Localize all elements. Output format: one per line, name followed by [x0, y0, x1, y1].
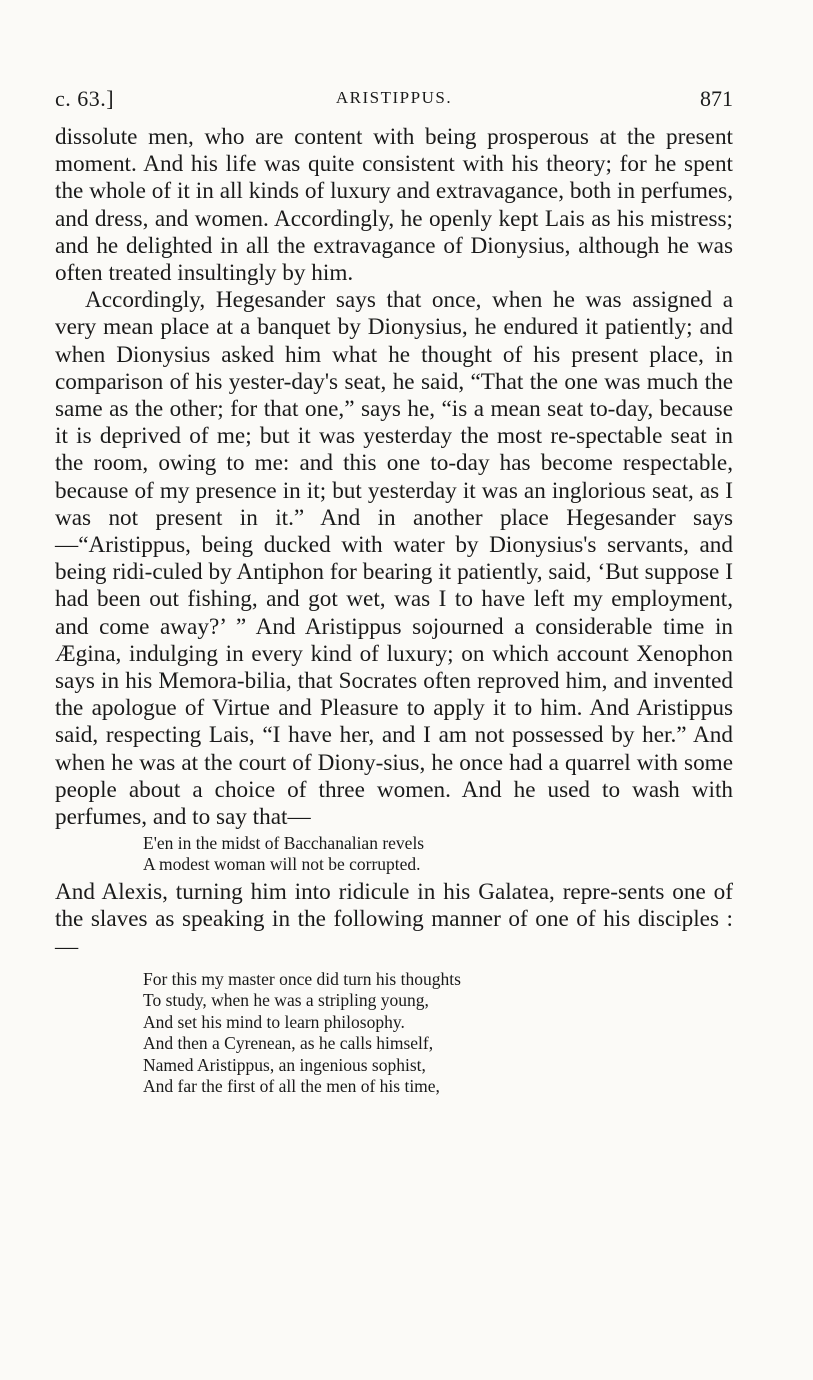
verse-line: Named Aristippus, an ingenious sophist,	[143, 1054, 426, 1075]
verse-line: And far the first of all the men of his time,	[143, 1076, 440, 1097]
page-number: 871	[700, 86, 733, 111]
verse-line: And set his mind to learn philosophy.	[143, 1011, 405, 1032]
body-text	[55, 124, 733, 831]
verse-quotation-2	[143, 969, 733, 1098]
verse-line: To study, when he was a stripling young,	[143, 990, 429, 1011]
verse-line: And then a Cyrenean, as he calls himself,	[143, 1033, 434, 1054]
body-text-2	[55, 879, 733, 961]
verse-line: E'en in the midst of Bacchanalian revels	[143, 833, 425, 854]
running-title: ARISTIPPUS.	[335, 88, 453, 107]
chapter-reference: c. 63.]	[55, 86, 115, 111]
verse-line: A modest woman will not be corrupted.	[143, 854, 421, 875]
book-page	[55, 86, 733, 1098]
verse-quotation-1	[143, 833, 733, 875]
paragraph-hegesander: Accordingly, Hegesander says that once, when he was assigned a very mean place at a banquet by Dionysius, he endured it patiently; and when Dionysius asked him what he thought of his present place, in comparison of his yester-day's seat, he said, “That the one was much the same as the other; for that one,” says he, “is a mean seat to-day, because it is deprived of me; but it was yesterday the most re-spectable seat in the room, owing to me: and this one to-day has become respectable, because of my presence in it; but yesterday it was an inglorious seat, as I was not present in it.” And in another place Hegesander says—“Aristippus, being ducked with water by Dionysius's servants, and being ridi-culed by Antiphon for bearing it patiently, said, ‘But suppose I had been out fishing, and got wet, was I to have left my employment, and come away?’ ” And Aristippus sojourned a considerable time in Ægina, indulging in every kind of luxury; on which account Xenophon says in his Memora-bilia, that Socrates often reproved him, and invented the apologue of Virtue and Pleasure to apply it to him. And Aristippus said, respecting Lais, “I have her, and I am not possessed by her.” And when he was at the court of Diony-sius, he once had a quarrel with some people about a choice of three women. And he used to wash with perfumes, and to say that—	[55, 287, 733, 831]
paragraph-continuation: dissolute men, who are content with being prosperous at the present moment. And his life was quite consistent with his theory; for he spent the whole of it in all kinds of luxury and extravagance, both in perfumes, and dress, and women. Accordingly, he openly kept Lais as his mistress; and he delighted in all the extravagance of Dionysius, although he was often treated insultingly by him.	[55, 124, 733, 287]
verse-line: For this my master once did turn his thoughts	[143, 968, 461, 989]
running-header	[55, 86, 733, 120]
paragraph-alexis: And Alexis, turning him into ridicule in his Galatea, repre-sents one of the slaves as speaking in the following manner of one of his disciples :—	[55, 879, 733, 960]
